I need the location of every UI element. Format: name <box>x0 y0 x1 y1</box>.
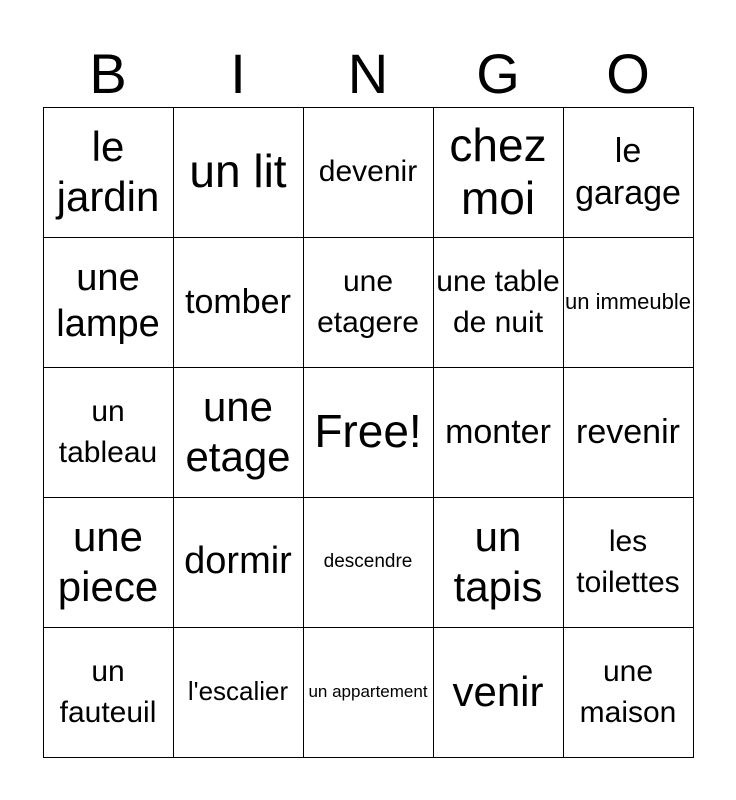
cell-text: devenir <box>318 155 418 189</box>
cell-text: venir <box>452 667 544 715</box>
bingo-cell-r2c1[interactable] <box>43 237 174 368</box>
cell-text: une piece <box>57 512 159 610</box>
cell-text: monter <box>445 412 551 451</box>
bingo-cell-r3c4[interactable] <box>433 367 564 498</box>
bingo-cell-r3c2[interactable] <box>173 367 304 498</box>
cell-text: les toilettes <box>576 524 680 599</box>
cell-text: dormir <box>184 540 292 583</box>
cell-text: un fauteuil <box>59 654 157 729</box>
header-letter-o: O <box>606 42 650 105</box>
header-letter-g: G <box>476 42 520 105</box>
bingo-cell-r5c3[interactable] <box>303 627 434 758</box>
bingo-cell-r5c5[interactable] <box>563 627 694 758</box>
cell-text: un tableau <box>58 394 158 469</box>
cell-text: une table de nuit <box>436 264 560 339</box>
bingo-cell-r5c4[interactable] <box>433 627 564 758</box>
cell-text: tomber <box>185 282 291 321</box>
bingo-cell-r4c3[interactable] <box>303 497 434 628</box>
bingo-cell-r1c4[interactable] <box>433 107 564 238</box>
cell-text: un lit <box>189 145 287 198</box>
cell-text: une etagere <box>317 264 419 339</box>
cell-text: un tapis <box>453 512 543 610</box>
bingo-cell-r4c1[interactable] <box>43 497 174 628</box>
bingo-board <box>43 107 693 757</box>
bingo-cell-r2c5[interactable] <box>563 237 694 368</box>
bingo-cell-r3c3[interactable] <box>303 367 434 498</box>
cell-text: Free! <box>314 405 422 458</box>
cell-text: un appartement <box>308 682 428 702</box>
cell-text: descendre <box>323 550 413 572</box>
bingo-cell-r1c1[interactable] <box>43 107 174 238</box>
bingo-cell-r5c2[interactable] <box>173 627 304 758</box>
bingo-header <box>43 40 693 108</box>
bingo-cell-r3c1[interactable] <box>43 367 174 498</box>
bingo-cell-r1c2[interactable] <box>173 107 304 238</box>
bingo-cell-r4c5[interactable] <box>563 497 694 628</box>
cell-text: revenir <box>576 412 680 451</box>
bingo-cell-r1c3[interactable] <box>303 107 434 238</box>
bingo-cell-r1c5[interactable] <box>563 107 694 238</box>
bingo-cell-r2c2[interactable] <box>173 237 304 368</box>
header-letter-n: N <box>347 42 389 105</box>
bingo-cell-r3c5[interactable] <box>563 367 694 498</box>
cell-text: le jardin <box>56 122 160 220</box>
cell-text: une etage <box>185 382 291 480</box>
cell-text: une maison <box>579 654 677 729</box>
cell-text: chez moi <box>449 118 547 224</box>
bingo-cell-r4c2[interactable] <box>173 497 304 628</box>
cell-text: le garage <box>575 131 681 212</box>
bingo-cell-r5c1[interactable] <box>43 627 174 758</box>
cell-text: une lampe <box>56 257 160 345</box>
bingo-cell-r4c4[interactable] <box>433 497 564 628</box>
cell-text: un immeuble <box>565 289 691 315</box>
cell-text: l'escalier <box>187 676 289 707</box>
bingo-cell-r2c4[interactable] <box>433 237 564 368</box>
header-letter-b: B <box>89 42 127 105</box>
bingo-cell-r2c3[interactable] <box>303 237 434 368</box>
header-letter-i: I <box>230 42 246 105</box>
